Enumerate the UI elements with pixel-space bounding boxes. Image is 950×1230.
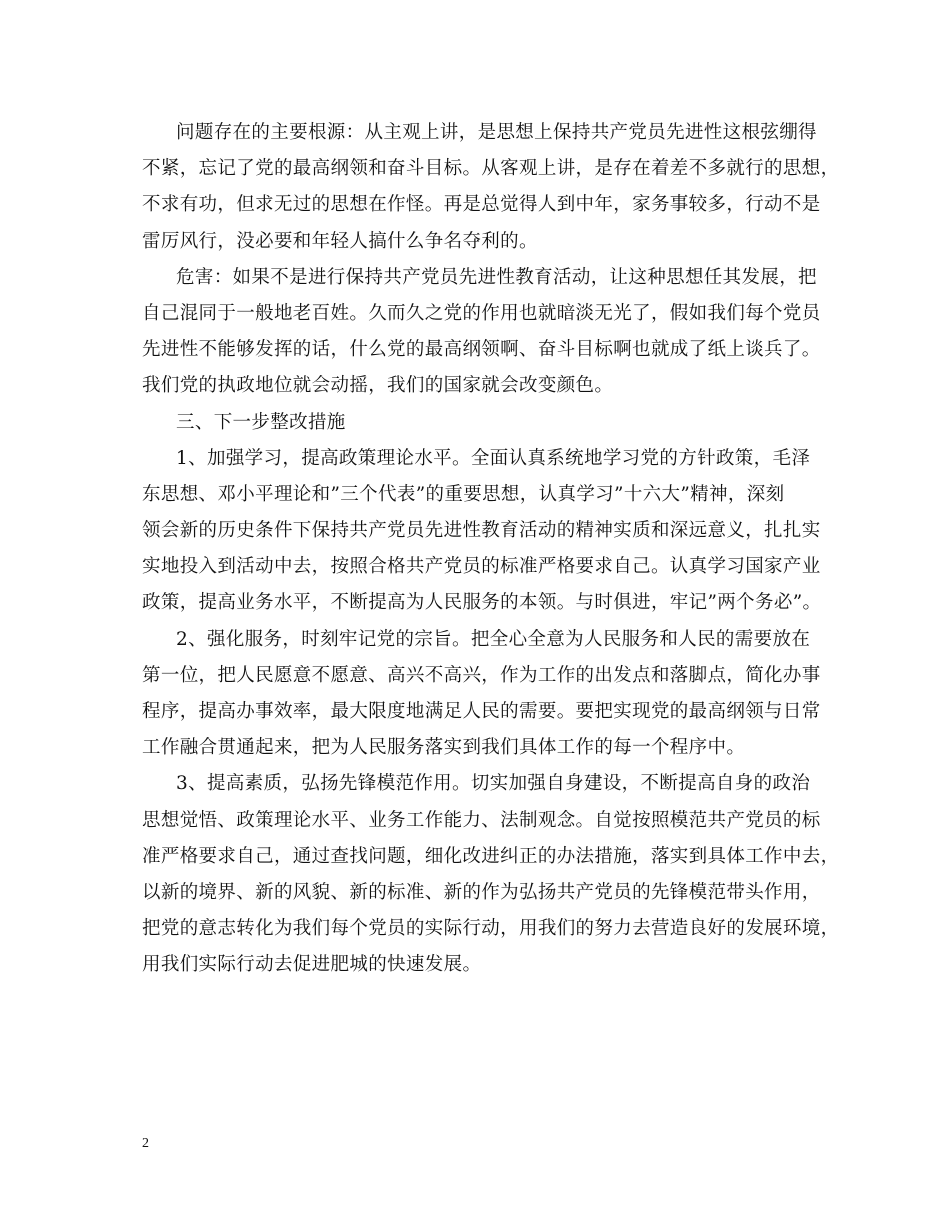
text-line: 2、强化服务，时刻牢记党的宗旨。把全心全意为人民服务和人民的需要放在	[176, 628, 811, 650]
text-line: 政策，提高业务水平，不断提高为人民服务的本领。与时俱进，牢记”两个务必”。	[142, 592, 822, 614]
text-line: 自己混同于一般地老百姓。久而久之党的作用也就暗淡无光了，假如我们每个党员	[142, 302, 821, 324]
text-line: 不求有功，但求无过的思想在作怪。再是总觉得人到中年，家务事较多，行动不是	[142, 194, 821, 216]
text-line: 以新的境界、新的风貌、新的标准、新的作为弘扬共产党员的先锋模范带头作用，	[142, 881, 821, 903]
text-line: 把党的意志转化为我们每个党员的实际行动，用我们的努力去营造良好的发展环境，	[142, 918, 840, 940]
text-line: 准严格要求自己，通过查找问题，细化改进纠正的办法措施，落实到具体工作中去，	[142, 845, 840, 867]
text-line: 领会新的历史条件下保持共产党员先进性教育活动的精神实质和深远意义，扎扎实	[142, 520, 821, 542]
section-heading: 三、下一步整改措施	[176, 411, 346, 433]
text-line: 东思想、邓小平理论和”三个代表”的重要思想，认真学习”十六大”精神，深刻	[142, 483, 785, 505]
text-line: 思想觉悟、政策理论水平、业务工作能力、法制观念。自觉按照模范共产党员的标	[142, 809, 821, 831]
page-number: 2	[142, 1136, 149, 1151]
document-body	[142, 115, 840, 984]
text-line: 问题存在的主要根源：从主观上讲，是思想上保持共产党员先进性这根弦绷得	[176, 122, 817, 143]
text-line: 1、加强学习，提高政策理论水平。全面认真系统地学习党的方针政策，毛泽	[176, 447, 811, 469]
text-line: 第一位，把人民愿意不愿意、高兴不高兴，作为工作的出发点和落脚点，简化办事	[142, 664, 821, 686]
text-line: 我们党的执政地位就会动摇，我们的国家就会改变颜色。	[142, 375, 614, 397]
text-line: 先进性不能够发挥的话，什么党的最高纲领啊、奋斗目标啊也就成了纸上谈兵了。	[142, 339, 821, 361]
text-line: 危害：如果不是进行保持共产党员先进性教育活动，让这种思想任其发展，把	[176, 266, 817, 288]
text-line: 雷厉风行，没必要和年轻人搞什么争名夺利的。	[142, 230, 538, 252]
text-line: 实地投入到活动中去，按照合格共产党员的标准严格要求自己。认真学习国家产业	[142, 556, 821, 578]
text-line: 程序，提高办事效率，最大限度地满足人民的需要。要把实现党的最高纲领与日常	[142, 701, 821, 722]
text-line: 用我们实际行动去促进肥城的快速发展。	[142, 954, 482, 976]
text-line: 工作融合贯通起来，把为人民服务落实到我们具体工作的每一个程序中。	[142, 737, 746, 759]
text-line: 不紧，忘记了党的最高纲领和奋斗目标。从客观上讲，是存在着差不多就行的思想，	[142, 158, 840, 180]
text-line: 3、提高素质，弘扬先锋模范作用。切实加强自身建设，不断提高自身的政治	[176, 773, 811, 795]
